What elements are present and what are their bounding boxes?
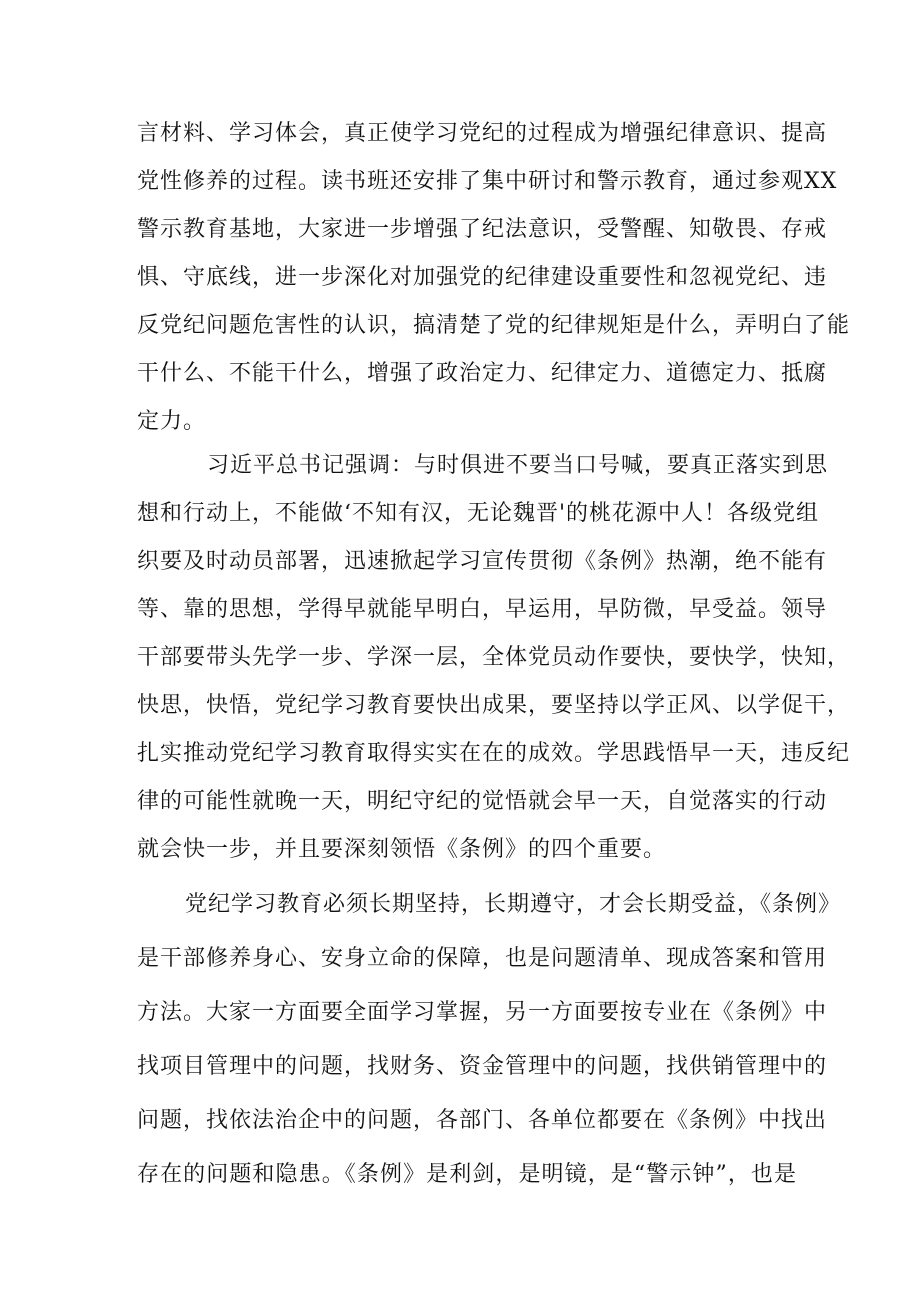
paragraph-1 xyxy=(137,110,851,446)
text-line: 干部要带头先学一步、学深一层，全体党员动作要快，要快学，快知， xyxy=(137,645,851,670)
text-line: 反党纪问题危害性的认识，搞清楚了党的纪律规矩是什么，弄明白了能 xyxy=(137,313,851,338)
text-line: 快思，快悟，党纪学习教育要快出成果，要坚持以学正风、以学促干， xyxy=(137,693,851,718)
text-line: 律的可能性就晚一天，明纪守纪的觉悟就会早一天，自觉落实的行动 xyxy=(137,789,828,814)
paragraph-3 xyxy=(137,878,842,1202)
text-line: 习近平总书记强调：与时俱进不要当口号喊，要真正落实到思 xyxy=(207,453,829,478)
text-line: 惧、守底线，进一步深化对加强党的纪律建设重要性和忽视党纪、违 xyxy=(137,265,828,290)
paragraph-2 xyxy=(137,442,851,874)
text-line: 党纪学习教育必须长期坚持，长期遵守，才会长期受益，《条例》 xyxy=(185,892,842,917)
text-line: 织要及时动员部署，迅速掀起学习宣传贯彻《条例》热潮，绝不能有 xyxy=(137,549,828,574)
text-line: 方法。大家一方面要全面学习掌握，另一方面要按专业在《条例》中 xyxy=(137,1000,828,1025)
text-line: 等、靠的思想，学得早就能早明白，早运用，早防微，早受益。领导 xyxy=(137,597,828,622)
text-line: 定力。 xyxy=(137,409,207,434)
text-line: 党性修养的过程。读书班还安排了集中研讨和警示教育，通过参观XX xyxy=(137,169,838,194)
text-line: 就会快一步，并且要深刻领悟《条例》的四个重要。 xyxy=(137,837,667,862)
text-line: 想和行动上，不能做‘不知有汉，无论魏晋'的桃花源中人！各级党组 xyxy=(137,501,820,526)
text-line: 言材料、学习体会，真正使学习党纪的过程成为增强纪律意识、提高 xyxy=(137,121,828,146)
text-line: 扎实推动党纪学习教育取得实实在在的成效。学思践悟早一天，违反纪 xyxy=(137,741,851,766)
text-line: 是干部修养身心、安身立命的保障，也是问题清单、现成答案和管用 xyxy=(137,946,828,971)
text-line: 警示教育基地，大家进一步增强了纪法意识，受警醒、知敬畏、存戒 xyxy=(137,217,828,242)
text-line: 找项目管理中的问题，找财务、资金管理中的问题，找供销管理中的 xyxy=(137,1054,828,1079)
text-line: 问题，找依法治企中的问题，各部门、各单位都要在《条例》中找出 xyxy=(137,1108,828,1133)
text-line: 存在的问题和隐患。《条例》是利剑，是明镜，是“警示钟”，也是 xyxy=(137,1162,797,1187)
text-line: 干什么、不能干什么，增强了政治定力、纪律定力、道德定力、抵腐 xyxy=(137,361,828,386)
